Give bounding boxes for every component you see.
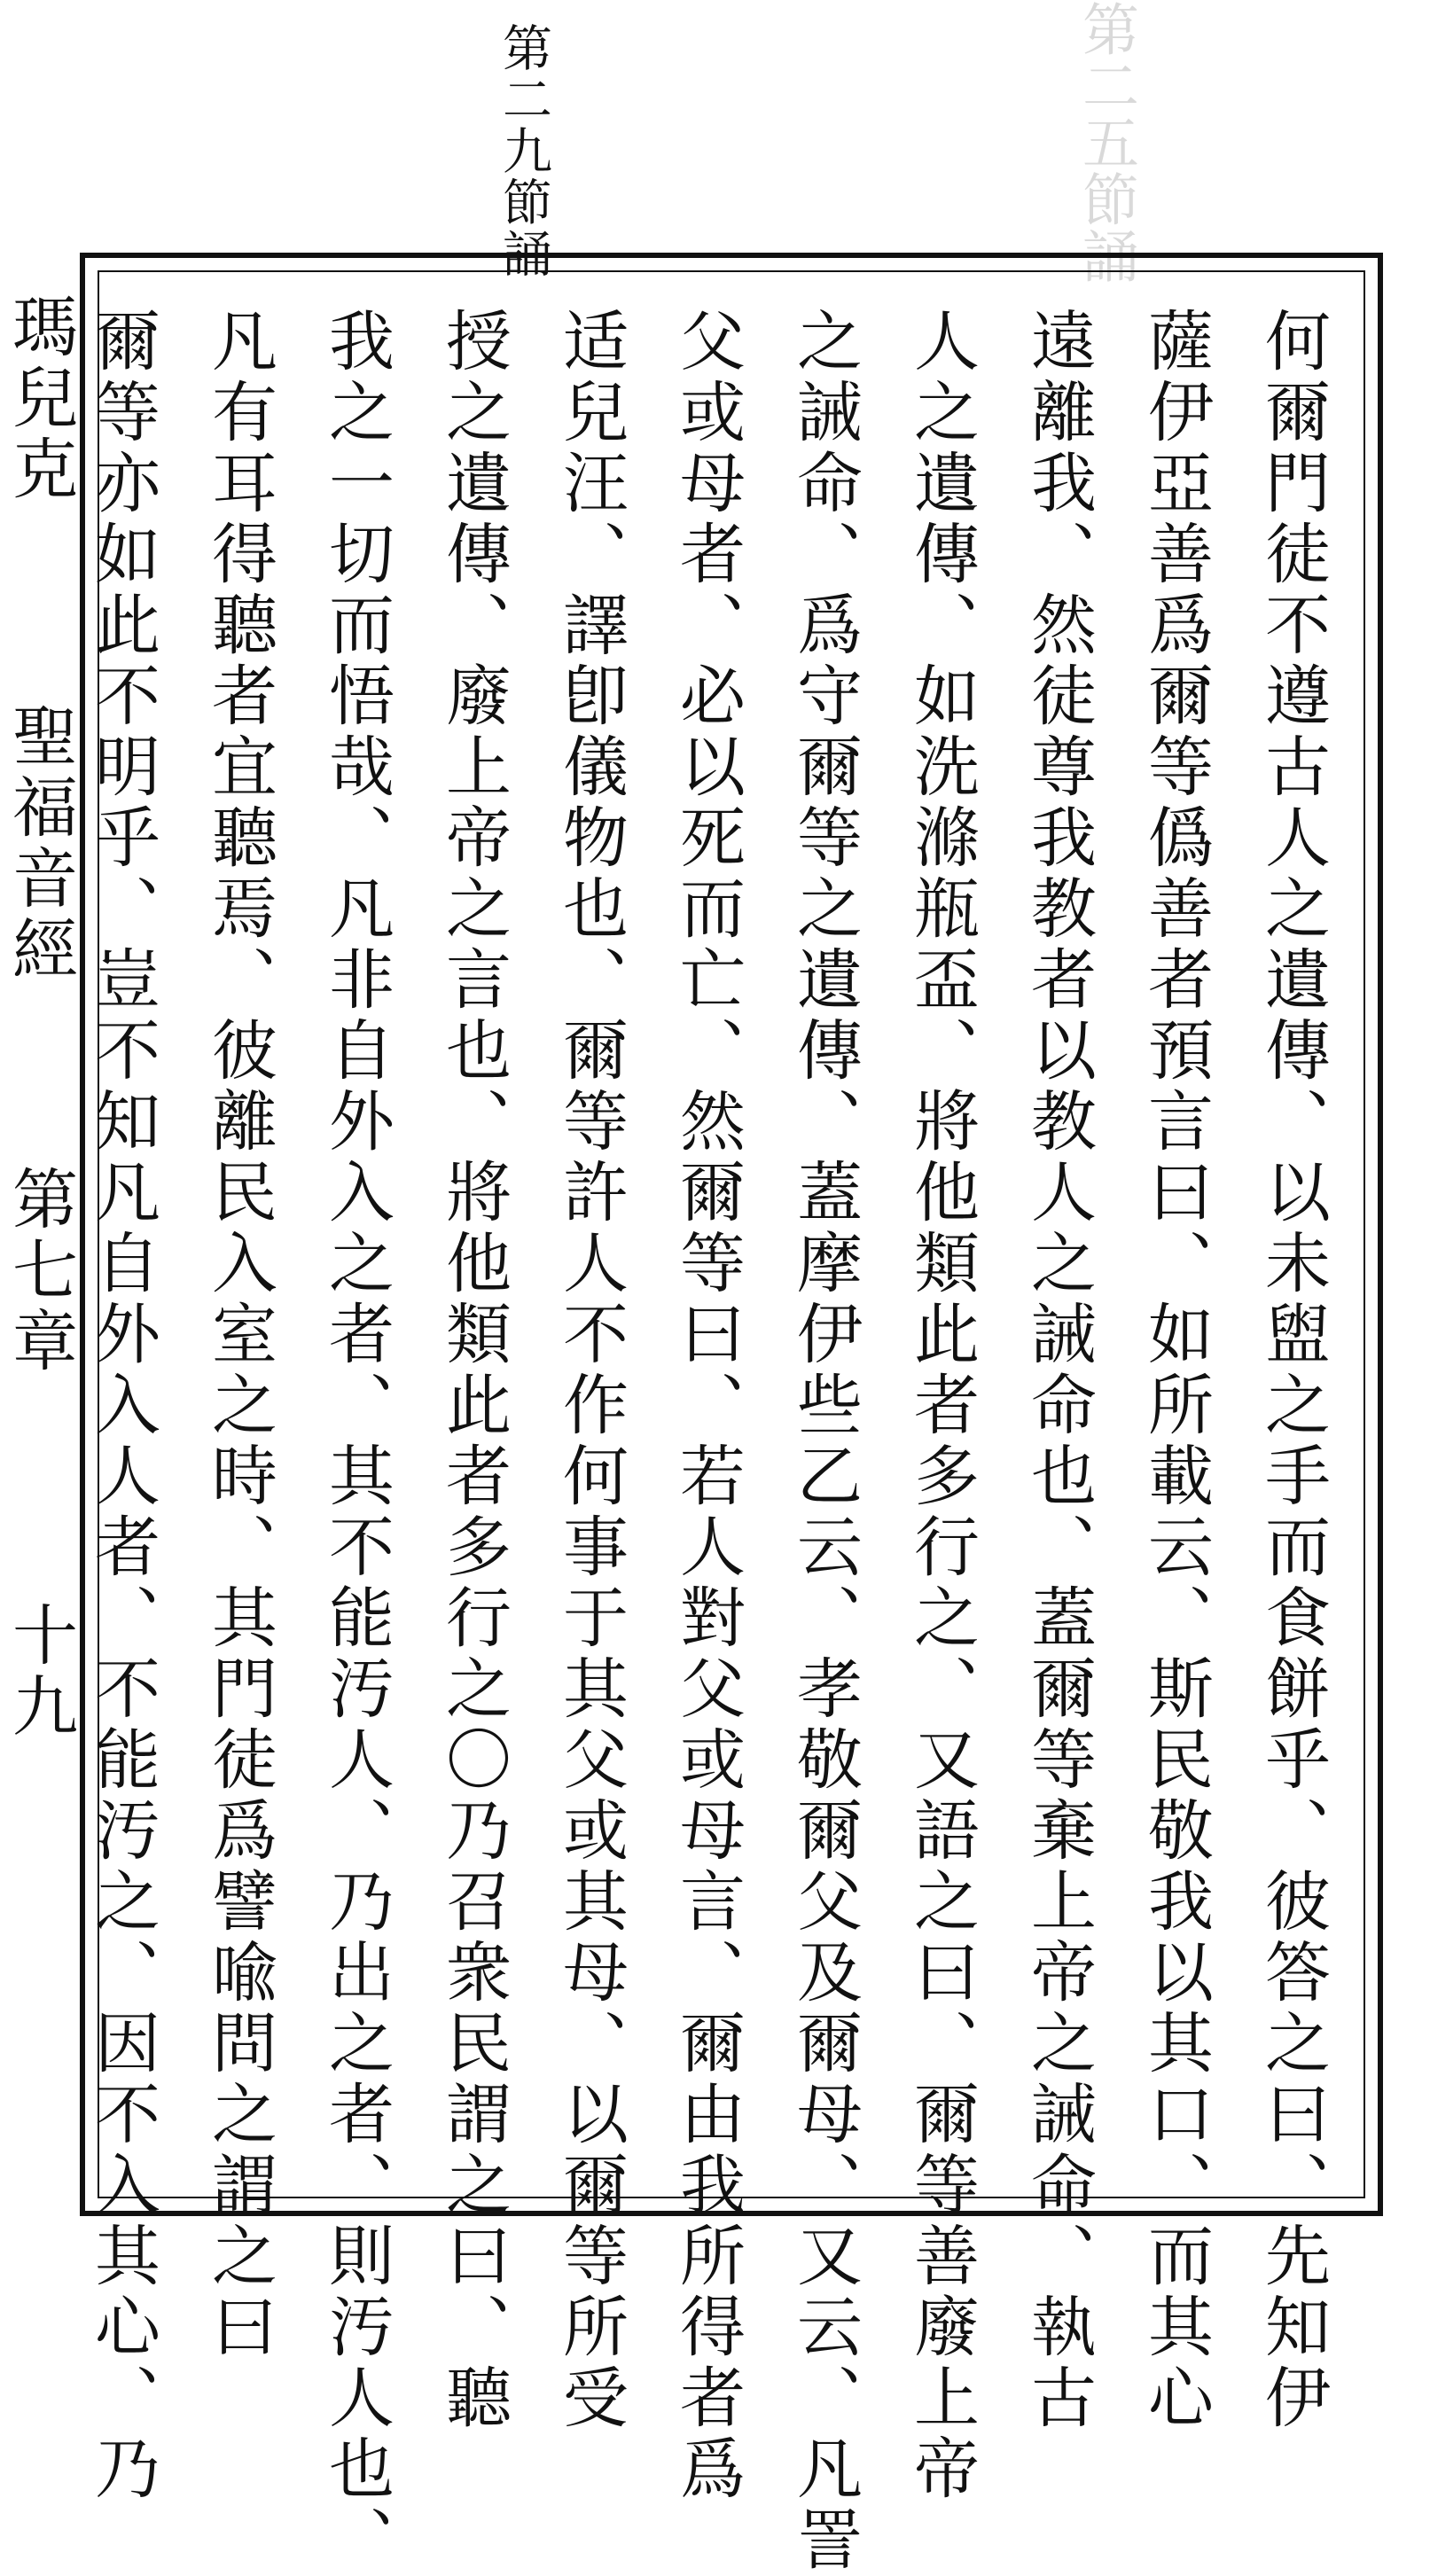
text-column: 之誡命、爲守爾等之遺傳、蓋摩伊些乙云、孝敬爾父及爾母、又云、凡詈 — [786, 307, 863, 2576]
margin-book: 瑪兒克 — [2, 293, 78, 505]
page-header: 第二九節誦 — [495, 22, 552, 279]
margin-title: 聖福音經 — [2, 702, 78, 986]
text-column: 薩伊亞善爲爾等僞善者預言曰、如所載云、斯民敬我以其口、而其心 — [1137, 307, 1214, 2434]
text-column: 何爾門徒不遵古人之遺傳、以未盥之手而食餅乎、彼答之曰、先知伊 — [1254, 307, 1331, 2434]
bleed-through-text: 第二五節誦 — [1073, 0, 1138, 284]
text-column: 人之遺傳、如洗滌瓶盃、將他類此者多行之、又語之曰、爾等善廢上帝 — [903, 307, 980, 2505]
text-column: 授之遺傳、廢上帝之言也、將他類此者多行之〇乃召衆民謂之曰、聽 — [435, 307, 512, 2434]
text-column: 我之一切而悟哉、凡非自外入之者、其不能汚人、乃出之者、則汚人也、 — [318, 307, 395, 2576]
text-column: 爾等亦如此不明乎、豈不知凡自外入人者、不能汚之、因不入其心、乃 — [84, 307, 160, 2505]
text-frame — [80, 253, 1383, 2576]
text-column: 父或母者、必以死而亡、然爾等曰、若人對父或母言、爾由我所得者爲 — [669, 307, 746, 2505]
text-column: 遠離我、然徒尊我教者以教人之誡命也、蓋爾等棄上帝之誡命、執古 — [1020, 307, 1097, 2434]
page-number: 十九 — [2, 1601, 78, 1743]
text-column: 凡有耳得聽者宜聽焉、彼離民入室之時、其門徒爲譬喩問之謂之曰 — [201, 307, 277, 2363]
text-column: 适兒汪、譯卽儀物也、爾等許人不作何事于其父或其母、以爾等所受 — [552, 307, 629, 2434]
body-text — [64, 307, 1351, 2576]
margin-chapter: 第七章 — [2, 1165, 78, 1378]
margin-label — [0, 293, 80, 2198]
